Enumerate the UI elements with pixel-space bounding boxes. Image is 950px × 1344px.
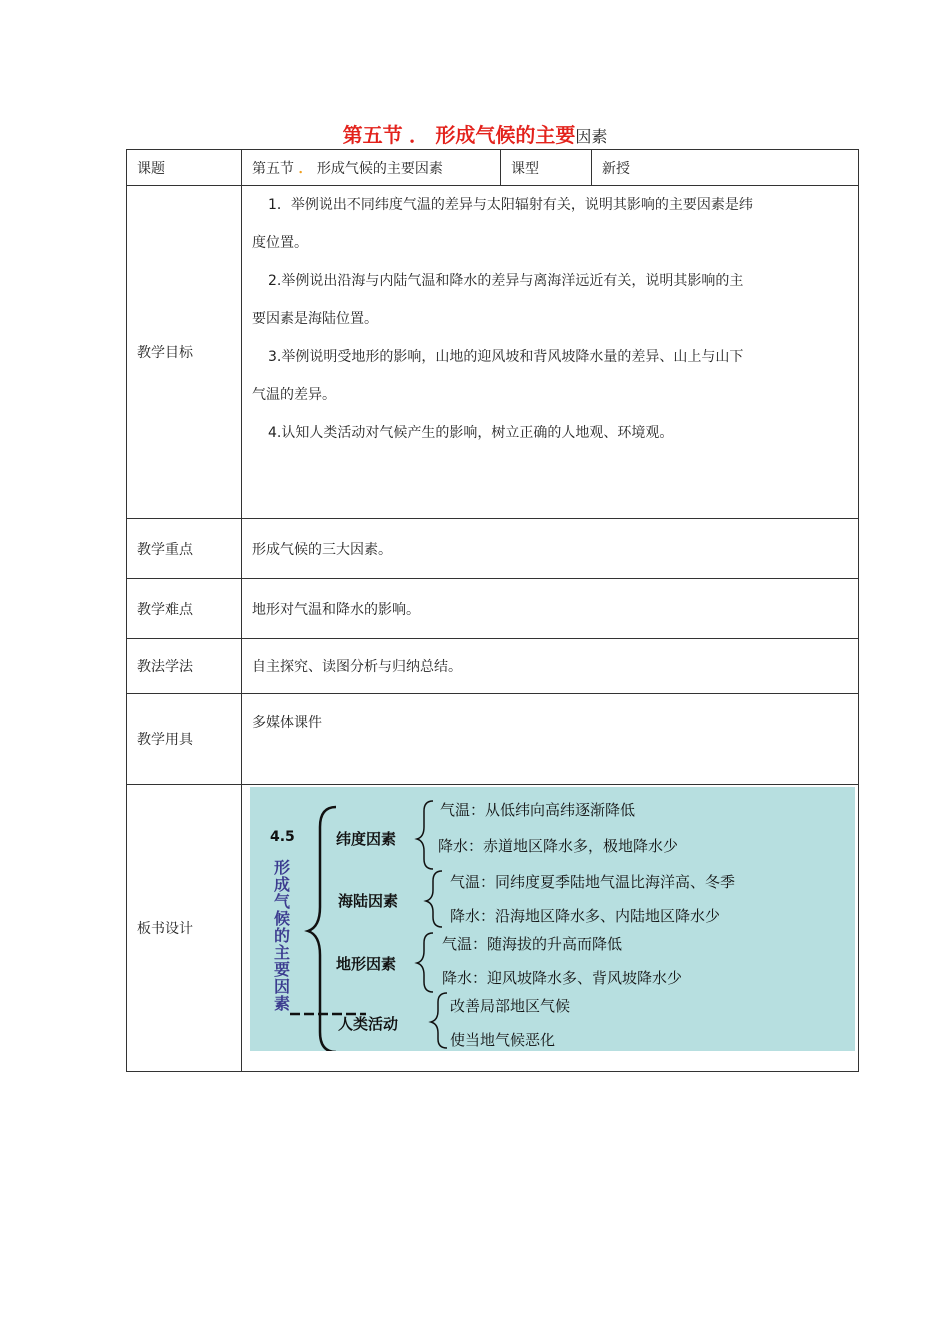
method-value: 自主探究、读图分析与归纳总结。 — [242, 639, 859, 694]
tools-label: 教学用具 — [127, 694, 242, 785]
board-cat-terrain: 地形因素 — [336, 955, 397, 973]
goals-label: 教学目标 — [127, 186, 242, 519]
method-row — [127, 639, 859, 694]
difficulty-label: 教学难点 — [127, 579, 242, 639]
board-item: 降水：沿海地区降水多、内陆地区降水少 — [450, 907, 721, 925]
board-item: 使当地气候恶化 — [450, 1031, 556, 1049]
method-label: 教法学法 — [127, 639, 242, 694]
title-part2: 形成气候的主要 — [435, 123, 576, 147]
topic-label: 课题 — [127, 150, 242, 186]
title-part3: 因素 — [575, 127, 608, 146]
board-item: 降水：赤道地区降水多，极地降水少 — [438, 837, 679, 855]
key-point-row — [127, 519, 859, 579]
board-item: 气温：同纬度夏季陆地气温比海洋高、冬季 — [450, 873, 736, 891]
goal-item: 3.举例说明受地形的影响，山地的迎风坡和背风坡降水量的差异、山上与山下 气温的差异。 — [252, 349, 744, 403]
board-row — [127, 785, 859, 1072]
difficulty-row — [127, 579, 859, 639]
board-item: 降水：迎风坡降水多、背风坡降水少 — [442, 969, 683, 987]
tools-row — [127, 694, 859, 785]
topic-dot-icon: ． — [298, 160, 313, 177]
goals-content — [242, 186, 859, 519]
type-value: 新授 — [592, 150, 859, 186]
board-cat-human: 人类活动 — [338, 1015, 399, 1033]
topic-row — [127, 150, 859, 186]
title-part1: 第五节 — [342, 123, 403, 147]
difficulty-value: 地形对气温和降水的影响。 — [242, 579, 859, 639]
board-item: 气温：随海拔的升高而降低 — [442, 935, 623, 953]
page-title — [0, 121, 950, 151]
type-label: 课型 — [501, 150, 592, 186]
board-vertical-title: 形 成 气 候 的 主 要 因 素 — [274, 858, 291, 1013]
board-diagram — [250, 787, 855, 1051]
title-separator: ． — [408, 123, 429, 147]
goal-item: 2.举例说出沿海与内陆气温和降水的差异与离海洋远近有关，说明其影响的主 要因素是海陆位置。 — [252, 273, 744, 327]
key-point-label: 教学重点 — [127, 519, 242, 579]
topic-value — [242, 150, 501, 186]
topic-value-c: 因素 — [414, 160, 443, 177]
lesson-plan-table — [126, 149, 859, 1072]
board-section-number: 4.5 — [270, 829, 295, 845]
goals-row — [127, 186, 859, 519]
goal-item: 4.认知人类活动对气候产生的影响，树立正确的人地观、环境观。 — [268, 425, 674, 441]
board-cat-latitude: 纬度因素 — [336, 830, 397, 848]
tools-value: 多媒体课件 — [242, 694, 859, 785]
topic-value-a: 第五节 — [252, 160, 294, 177]
goal-item: 1．举例说出不同纬度气温的差异与太阳辐射有关，说明其影响的主要因素是纬 度位置。 — [252, 197, 753, 251]
topic-value-b: 形成气候的主要 — [316, 160, 415, 177]
board-cat-land-sea: 海陆因素 — [338, 892, 399, 910]
board-item: 气温：从低纬向高纬逐渐降低 — [440, 801, 636, 819]
board-label: 板书设计 — [127, 785, 242, 1072]
board-item: 改善局部地区气候 — [450, 997, 571, 1015]
board-cell — [242, 785, 859, 1072]
key-point-value: 形成气候的三大因素。 — [242, 519, 859, 579]
